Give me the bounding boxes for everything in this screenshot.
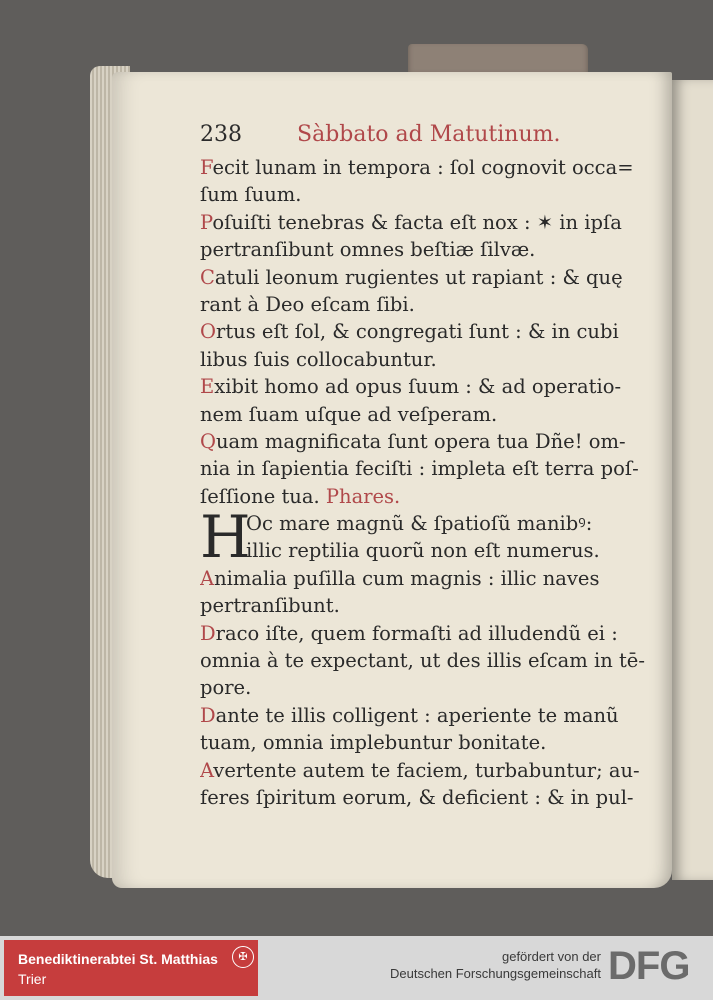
facing-page-edge xyxy=(672,80,713,880)
line-text: omnia à te expectant, ut des illis eſcam in tē- xyxy=(200,648,645,672)
text-line xyxy=(200,428,646,455)
line-text: tuam, omnia implebuntur bonitate. xyxy=(200,731,547,755)
line-text: libus ſuis collocabuntur. xyxy=(200,347,437,371)
line-text: ſeſſione tua. xyxy=(200,484,320,508)
line-text: rant à Deo eſcam ſibi. xyxy=(200,292,415,316)
text-line xyxy=(200,264,646,291)
line-text: nem ſuam uſque ad veſperam. xyxy=(200,402,498,426)
page-header xyxy=(200,122,680,152)
text-line xyxy=(200,674,646,701)
running-head: Sàbbato ad Matutinum. xyxy=(297,122,561,147)
line-text: pertranſibunt omnes beſtiæ ſilvæ. xyxy=(200,238,536,262)
line-text: vertente autem te faciem, turbabuntur; au- xyxy=(213,758,640,782)
dfg-logo[interactable]: DFG xyxy=(608,944,690,988)
rubric-initial: F xyxy=(200,156,213,179)
rubric-initial: E xyxy=(200,375,215,399)
text-line xyxy=(200,592,646,619)
abbey-logo-icon: ✠ xyxy=(232,946,254,968)
verse-block-2 xyxy=(200,503,646,811)
institution-name: Benediktinerabtei St. Matthias xyxy=(18,951,218,967)
text-line xyxy=(200,209,646,236)
line-text: raco iſte, quem formaſti ad illudendũ ei : xyxy=(215,621,618,645)
rubric-initial: D xyxy=(200,703,216,727)
line-text: xibit homo ad opus ſuum : & ad operatio- xyxy=(214,375,622,399)
rubric-phares: Phares. xyxy=(319,484,401,508)
text-line xyxy=(200,181,646,208)
text-line xyxy=(200,154,646,181)
rubric-initial: Q xyxy=(200,429,216,453)
line-text: uam magnificata ſunt opera tua Dñe! om- xyxy=(216,429,626,453)
text-line xyxy=(200,702,646,729)
funding-note xyxy=(390,948,601,982)
line-text: pore. xyxy=(200,676,252,700)
line-text: ante te illis colligent : aperiente te manũ xyxy=(215,703,619,727)
text-line: illic reptilia quorũ non eſt numerus. xyxy=(246,539,600,563)
text-line xyxy=(200,784,646,811)
text-line xyxy=(200,291,646,318)
line-text: rtus eſt ſol, & congregati ſunt : & in cubi xyxy=(216,320,619,344)
text-line xyxy=(200,620,646,647)
text-line xyxy=(200,373,646,400)
rubric-initial: A xyxy=(200,566,215,590)
line-text: ſum ſuum. xyxy=(200,183,302,207)
rubric-initial: D xyxy=(200,621,216,645)
text-line xyxy=(200,757,646,784)
rubric-initial: C xyxy=(200,265,215,289)
rubric-initial: P xyxy=(200,210,213,234)
text-line xyxy=(200,647,646,674)
text-line xyxy=(200,346,646,373)
institution-badge[interactable] xyxy=(4,940,258,996)
line-text: atuli leonum rugientes ut rapiant : & quę xyxy=(214,265,623,289)
line-text: feres ſpiritum eorum, & deficient : & in pul- xyxy=(200,785,634,809)
drop-cap-initial: H xyxy=(200,503,251,571)
text-line xyxy=(200,483,646,510)
institution-city: Trier xyxy=(18,971,47,987)
line-text: nia in ſapientia feciſti : impleta eſt terra poſ- xyxy=(200,457,639,481)
line-text: nimalia puſilla cum magnis : illic naves xyxy=(214,566,600,590)
funding-line-2: Deutschen Forschungsgemeinschaft xyxy=(389,966,601,981)
text-line xyxy=(200,729,646,756)
funding-line-1: gefördert von der xyxy=(501,949,601,964)
page-number: 238 xyxy=(200,122,242,147)
text-line xyxy=(200,565,646,592)
rubric-initial: O xyxy=(200,320,216,344)
text-line xyxy=(200,318,646,345)
line-text: ecit lunam in tempora : ſol cognovit occa= xyxy=(212,156,634,179)
rubric-initial: A xyxy=(200,758,214,782)
text-line: Oc mare magnũ & ſpatioſũ manibꝰ: xyxy=(246,512,593,535)
text-line xyxy=(200,401,646,428)
line-text: pertranſibunt. xyxy=(200,594,340,618)
line-text: oſuiſti tenebras & facta eſt nox : ✶ in ipſa xyxy=(212,210,622,234)
verse-block-1 xyxy=(200,154,646,510)
text-line xyxy=(200,455,646,482)
text-line xyxy=(200,236,646,263)
